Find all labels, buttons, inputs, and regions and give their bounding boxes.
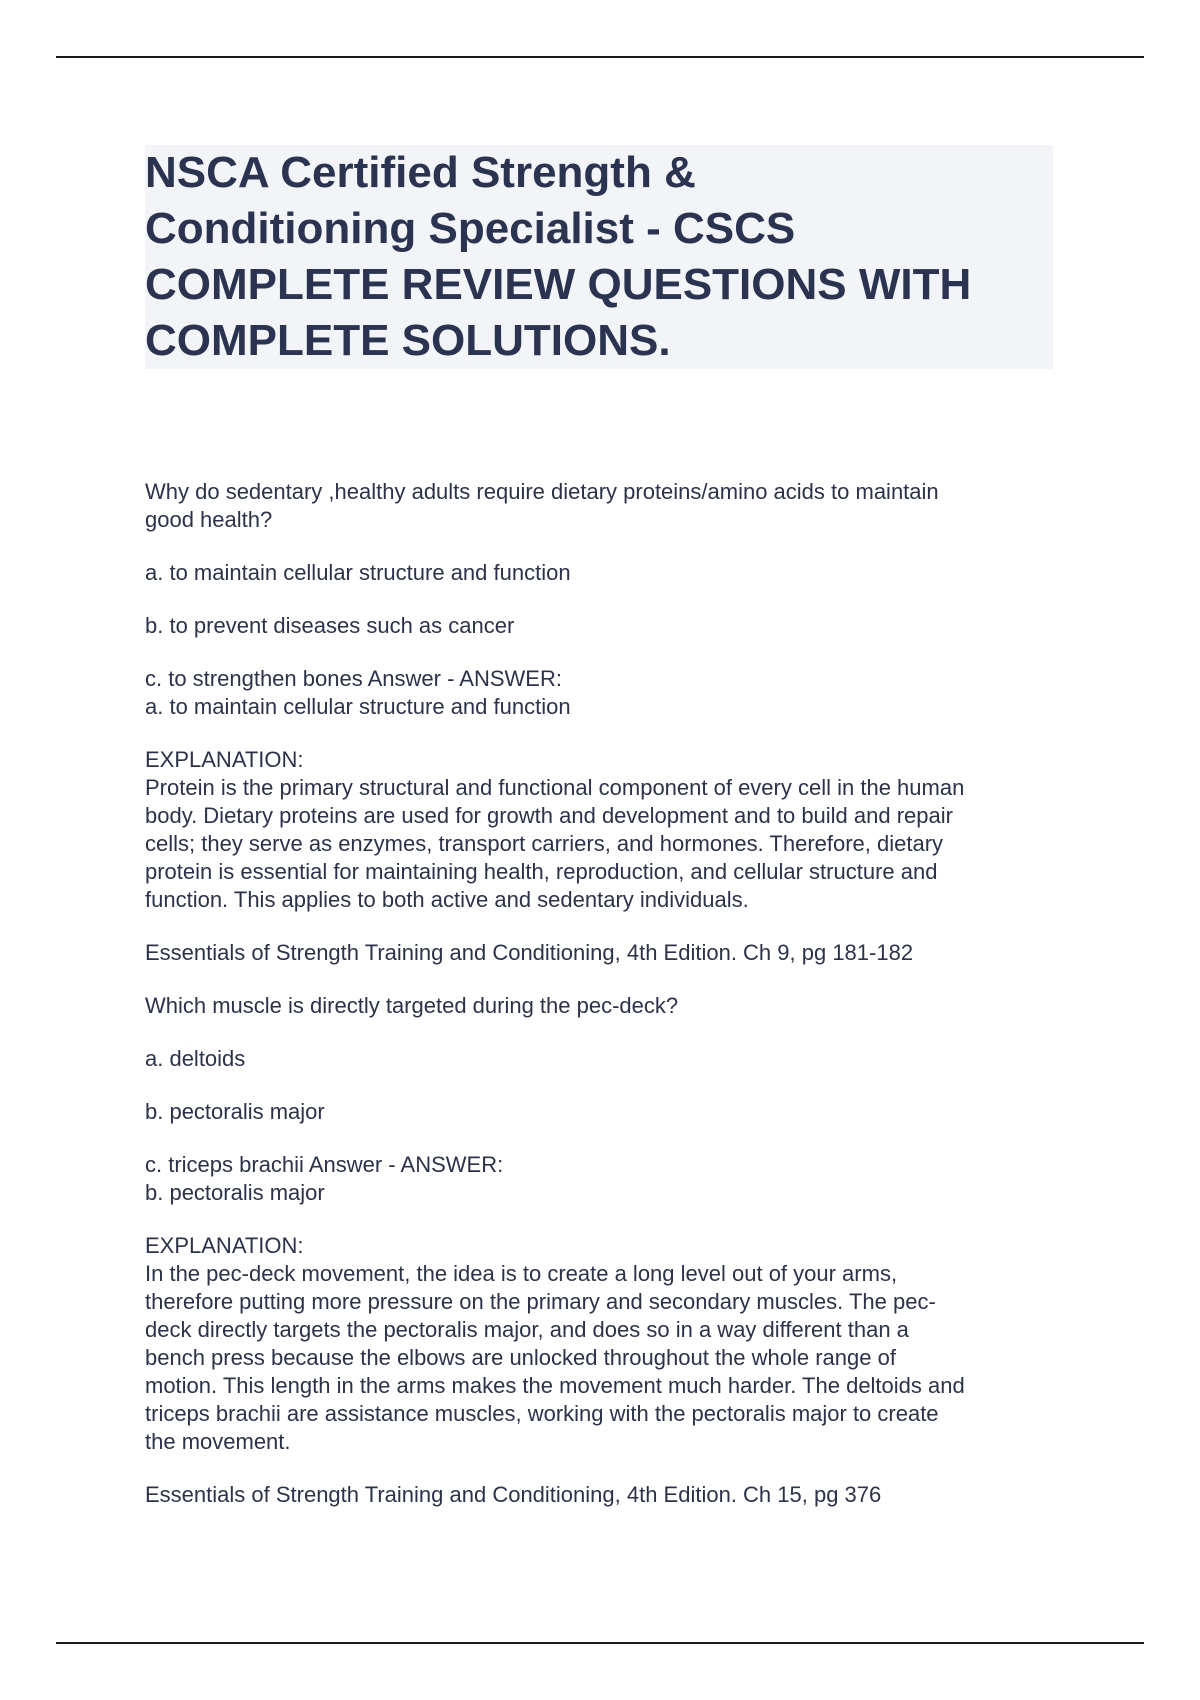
document-title: NSCA Certified Strength & Conditioning Specialist - CSCS COMPLETE REVIEW QUESTIONS WITH COMPLETE SOLUTIONS. xyxy=(145,148,972,365)
header-rule xyxy=(56,56,1144,58)
reference-text: Essentials of Strength Training and Conditioning, 4th Edition. Ch 15, pg 376 xyxy=(145,1482,882,1507)
question-text: Which muscle is directly targeted during the pec-deck? xyxy=(145,993,679,1018)
option-a: a. deltoids xyxy=(145,1046,246,1071)
question-text: Why do sedentary ,healthy adults require dietary proteins/amino acids to maintain good health? xyxy=(145,479,939,532)
title-block xyxy=(145,145,1053,369)
explanation-text: Protein is the primary structural and functional component of every cell in the human body. Dietary proteins are used for growth and development and to build and repair cells; they serve as enzymes, transport carriers, and hormones. Therefore, dietary protein is essential for maintaining health, reproduction, and cellular structure and function. This applies to both active and sedentary individuals. xyxy=(145,775,965,912)
document-body xyxy=(145,478,1065,1509)
reference-text: Essentials of Strength Training and Conditioning, 4th Edition. Ch 9, pg 181-182 xyxy=(145,940,914,965)
explanation-label: EXPLANATION: xyxy=(145,747,304,772)
explanation-label: EXPLANATION: xyxy=(145,1233,304,1258)
option-b: b. to prevent diseases such as cancer xyxy=(145,613,515,638)
footer-rule xyxy=(56,1642,1144,1644)
option-a: a. to maintain cellular structure and function xyxy=(145,560,571,585)
option-c-answer: c. to strengthen bones Answer - ANSWER: a. to maintain cellular structure and function xyxy=(145,666,571,719)
option-c-answer: c. triceps brachii Answer - ANSWER: b. pectoralis major xyxy=(145,1152,504,1205)
explanation-text: In the pec-deck movement, the idea is to create a long level out of your arms, therefore putting more pressure on the primary and secondary muscles. The pec- deck directly targets the pectoralis major, and does so in a way different than a bench press because the elbows are unlocked throughout the whole range of motion. This length in the arms makes the movement much harder. The deltoids and triceps brachii are assistance muscles, working with the pectoralis major to create the movement. xyxy=(145,1261,965,1454)
option-b: b. pectoralis major xyxy=(145,1099,325,1124)
